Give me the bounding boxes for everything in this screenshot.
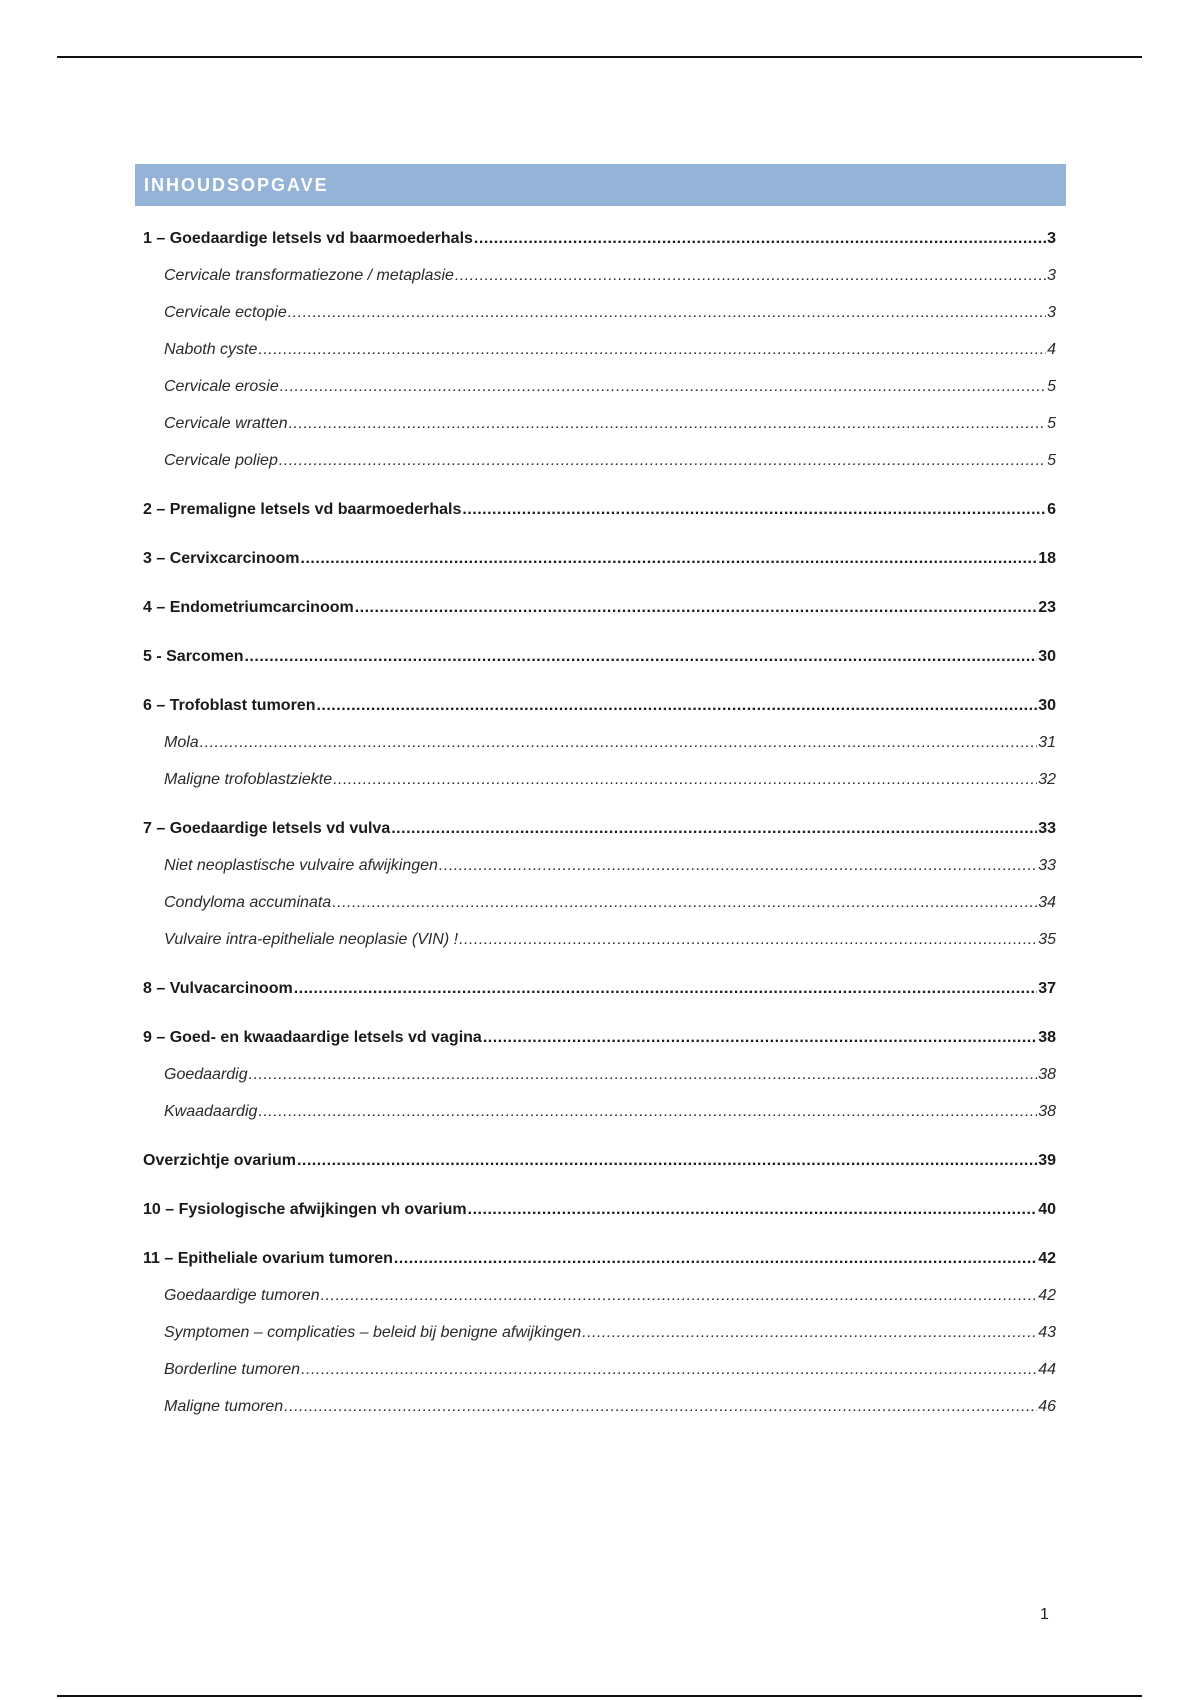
toc-entry-title: Vulvaire intra-epitheliale neoplasie (VIN) ! bbox=[164, 931, 459, 948]
toc-leader-dots bbox=[332, 892, 1037, 913]
toc-leader-dots bbox=[316, 695, 1037, 716]
toc-entry-title: Maligne tumoren bbox=[164, 1398, 284, 1415]
toc-leader-dots bbox=[258, 1101, 1037, 1122]
toc-entry-title: 2 – Premaligne letsels vd baarmoederhals bbox=[143, 501, 462, 518]
toc-heading: INHOUDSOPGAVE bbox=[144, 174, 329, 195]
toc-entry-title: Symptomen – complicaties – beleid bij benigne afwijkingen bbox=[164, 1324, 582, 1341]
toc-section-entry[interactable] bbox=[143, 1359, 1056, 1380]
toc-leader-dots bbox=[279, 450, 1046, 471]
toc-heading-bar bbox=[135, 164, 1066, 206]
toc-entry-page: 6 bbox=[1047, 501, 1056, 518]
toc-entry-page: 5 bbox=[1047, 452, 1056, 469]
table-of-contents bbox=[143, 228, 1056, 1417]
footer-rule bbox=[57, 1695, 1142, 1697]
toc-entry-page: 3 bbox=[1047, 304, 1056, 321]
toc-entry-title: 9 – Goed- en kwaadaardige letsels vd vagina bbox=[143, 1029, 482, 1046]
toc-leader-dots bbox=[582, 1322, 1037, 1343]
toc-section-entry[interactable] bbox=[143, 929, 1056, 950]
toc-chapter-entry[interactable] bbox=[143, 499, 1056, 520]
toc-entry-page: 3 bbox=[1047, 230, 1056, 247]
toc-entry-title: Cervicale ectopie bbox=[164, 304, 287, 321]
toc-entry-page: 35 bbox=[1038, 931, 1056, 948]
toc-entry-page: 31 bbox=[1038, 734, 1056, 751]
toc-leader-dots bbox=[288, 302, 1046, 323]
toc-chapter-entry[interactable] bbox=[143, 1150, 1056, 1171]
toc-entry-title: 1 – Goedaardige letsels vd baarmoederhals bbox=[143, 230, 473, 247]
toc-entry-title: Cervicale transformatiezone / metaplasie bbox=[164, 267, 454, 284]
toc-chapter-entry[interactable] bbox=[143, 1199, 1056, 1220]
toc-leader-dots bbox=[301, 1359, 1037, 1380]
toc-entry-page: 38 bbox=[1038, 1029, 1056, 1046]
toc-entry-page: 42 bbox=[1038, 1250, 1056, 1267]
toc-leader-dots bbox=[258, 339, 1046, 360]
toc-entry-page: 30 bbox=[1038, 697, 1056, 714]
toc-entry-title: Maligne trofoblastziekte bbox=[164, 771, 333, 788]
toc-section-entry[interactable] bbox=[143, 892, 1056, 913]
toc-entry-page: 23 bbox=[1038, 599, 1056, 616]
toc-entry-page: 39 bbox=[1038, 1152, 1056, 1169]
toc-leader-dots bbox=[244, 646, 1037, 667]
toc-leader-dots bbox=[459, 929, 1037, 950]
toc-section-entry[interactable] bbox=[143, 413, 1056, 434]
toc-leader-dots bbox=[289, 413, 1046, 434]
toc-section-entry[interactable] bbox=[143, 1101, 1056, 1122]
toc-entry-page: 43 bbox=[1038, 1324, 1056, 1341]
toc-entry-page: 30 bbox=[1038, 648, 1056, 665]
toc-entry-page: 40 bbox=[1038, 1201, 1056, 1218]
toc-entry-title: 6 – Trofoblast tumoren bbox=[143, 697, 316, 714]
toc-section-entry[interactable] bbox=[143, 1285, 1056, 1306]
toc-chapter-entry[interactable] bbox=[143, 1248, 1056, 1269]
toc-entry-title: 8 – Vulvacarcinoom bbox=[143, 980, 293, 997]
toc-leader-dots bbox=[333, 769, 1037, 790]
toc-entry-page: 42 bbox=[1038, 1287, 1056, 1304]
toc-leader-dots bbox=[474, 228, 1046, 249]
toc-entry-page: 5 bbox=[1047, 378, 1056, 395]
toc-leader-dots bbox=[455, 265, 1046, 286]
toc-chapter-entry[interactable] bbox=[143, 228, 1056, 249]
toc-leader-dots bbox=[294, 978, 1038, 999]
toc-entry-page: 3 bbox=[1047, 267, 1056, 284]
toc-entry-title: Overzichtje ovarium bbox=[143, 1152, 296, 1169]
toc-leader-dots bbox=[439, 855, 1037, 876]
toc-chapter-entry[interactable] bbox=[143, 695, 1056, 716]
toc-entry-page: 33 bbox=[1038, 820, 1056, 837]
toc-leader-dots bbox=[483, 1027, 1037, 1048]
toc-entry-page: 5 bbox=[1047, 415, 1056, 432]
toc-chapter-entry[interactable] bbox=[143, 597, 1056, 618]
header-rule bbox=[57, 56, 1142, 58]
toc-entry-title: Niet neoplastische vulvaire afwijkingen bbox=[164, 857, 438, 874]
toc-section-entry[interactable] bbox=[143, 1322, 1056, 1343]
toc-leader-dots bbox=[297, 1150, 1037, 1171]
toc-entry-page: 37 bbox=[1038, 980, 1056, 997]
toc-section-entry[interactable] bbox=[143, 1064, 1056, 1085]
toc-entry-title: Kwaadaardig bbox=[164, 1103, 258, 1120]
toc-entry-title: 7 – Goedaardige letsels vd vulva bbox=[143, 820, 391, 837]
toc-entry-page: 34 bbox=[1038, 894, 1056, 911]
toc-leader-dots bbox=[301, 548, 1038, 569]
toc-section-entry[interactable] bbox=[143, 732, 1056, 753]
toc-chapter-entry[interactable] bbox=[143, 818, 1056, 839]
page-number: 1 bbox=[1040, 1606, 1049, 1623]
toc-chapter-entry[interactable] bbox=[143, 978, 1056, 999]
toc-entry-title: Cervicale erosie bbox=[164, 378, 279, 395]
toc-chapter-entry[interactable] bbox=[143, 646, 1056, 667]
toc-leader-dots bbox=[468, 1199, 1038, 1220]
toc-section-entry[interactable] bbox=[143, 339, 1056, 360]
toc-section-entry[interactable] bbox=[143, 265, 1056, 286]
toc-entry-title: Cervicale poliep bbox=[164, 452, 278, 469]
toc-entry-page: 18 bbox=[1038, 550, 1056, 567]
toc-entry-page: 38 bbox=[1038, 1103, 1056, 1120]
toc-entry-title: 3 – Cervixcarcinoom bbox=[143, 550, 300, 567]
toc-entry-page: 33 bbox=[1038, 857, 1056, 874]
toc-leader-dots bbox=[280, 376, 1046, 397]
toc-entry-page: 32 bbox=[1038, 771, 1056, 788]
toc-section-entry[interactable] bbox=[143, 855, 1056, 876]
toc-entry-title: Condyloma accuminata bbox=[164, 894, 332, 911]
toc-chapter-entry[interactable] bbox=[143, 1027, 1056, 1048]
toc-entry-title: Goedaardige tumoren bbox=[164, 1287, 320, 1304]
toc-section-entry[interactable] bbox=[143, 1396, 1056, 1417]
toc-leader-dots bbox=[394, 1248, 1037, 1269]
toc-entry-title: Borderline tumoren bbox=[164, 1361, 301, 1378]
toc-chapter-entry[interactable] bbox=[143, 548, 1056, 569]
toc-leader-dots bbox=[391, 818, 1037, 839]
toc-leader-dots bbox=[200, 732, 1038, 753]
toc-leader-dots bbox=[249, 1064, 1038, 1085]
toc-section-entry[interactable] bbox=[143, 302, 1056, 323]
toc-section-entry[interactable] bbox=[143, 450, 1056, 471]
toc-entry-title: 10 – Fysiologische afwijkingen vh ovarium bbox=[143, 1201, 467, 1218]
toc-leader-dots bbox=[321, 1285, 1038, 1306]
toc-section-entry[interactable] bbox=[143, 769, 1056, 790]
toc-entry-title: Mola bbox=[164, 734, 199, 751]
toc-entry-title: Naboth cyste bbox=[164, 341, 258, 358]
toc-entry-page: 44 bbox=[1038, 1361, 1056, 1378]
toc-entry-page: 46 bbox=[1038, 1398, 1056, 1415]
toc-leader-dots bbox=[284, 1396, 1037, 1417]
toc-entry-title: Goedaardig bbox=[164, 1066, 248, 1083]
toc-entry-title: Cervicale wratten bbox=[164, 415, 288, 432]
toc-leader-dots bbox=[355, 597, 1037, 618]
toc-entry-page: 38 bbox=[1038, 1066, 1056, 1083]
toc-entry-title: 4 – Endometriumcarcinoom bbox=[143, 599, 354, 616]
toc-entry-page: 4 bbox=[1047, 341, 1056, 358]
toc-section-entry[interactable] bbox=[143, 376, 1056, 397]
toc-leader-dots bbox=[462, 499, 1046, 520]
toc-entry-title: 11 – Epitheliale ovarium tumoren bbox=[143, 1250, 393, 1267]
toc-entry-title: 5 - Sarcomen bbox=[143, 648, 244, 665]
